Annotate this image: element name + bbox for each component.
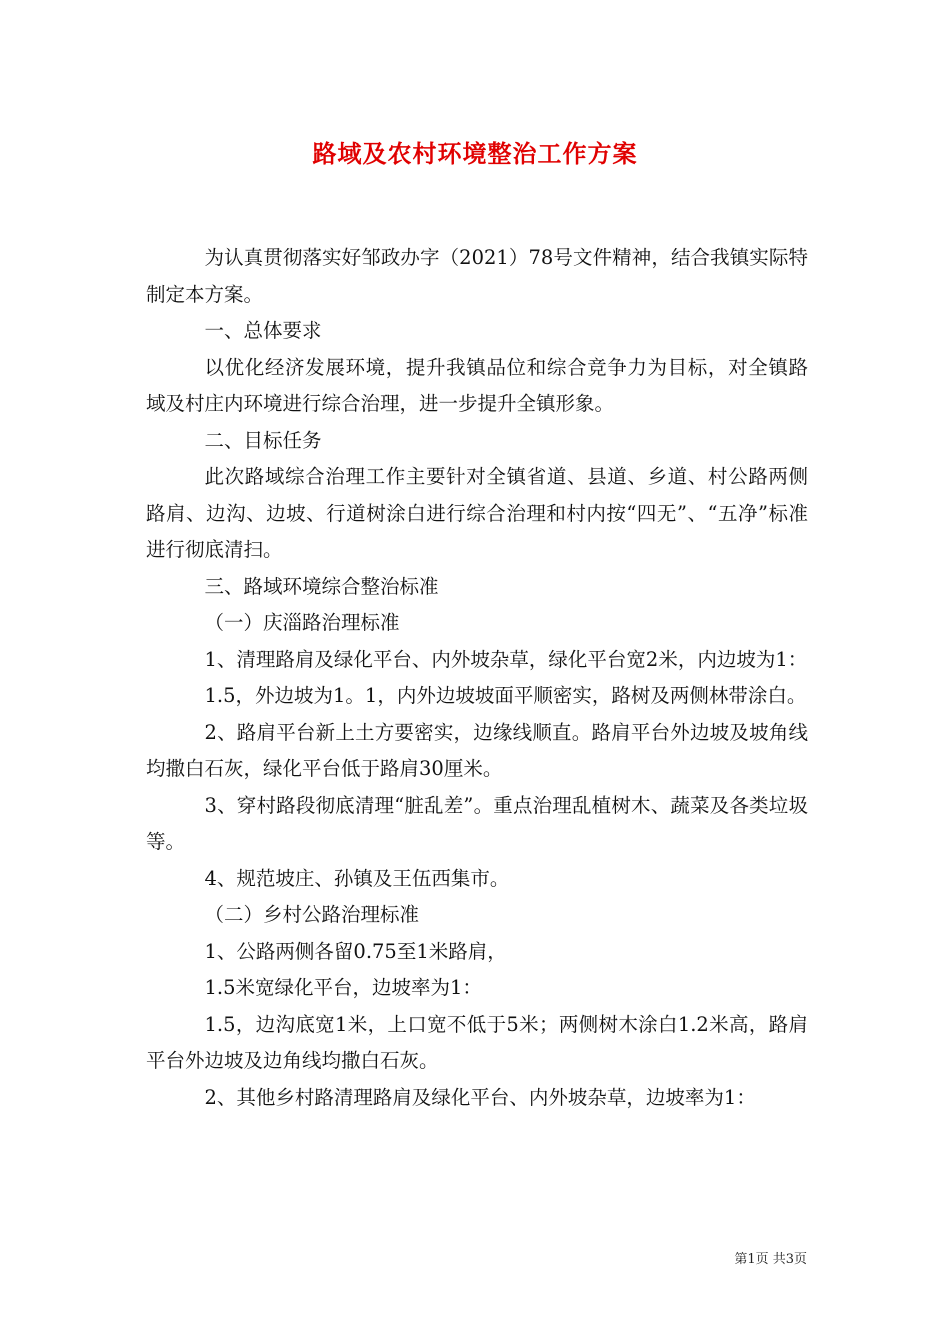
document-title: 路域及农村环境整治工作方案: [312, 139, 638, 168]
heading-standards: 三、路域环境综合整治标准: [204, 574, 439, 598]
list-item: 1.5，外边坡为1。1，内外边坡坡面平顺密实，路树及两侧林带涂白。: [204, 684, 807, 707]
list-item: 2、其他乡村路清理路肩及绿化平台、内外坡杂草，边坡率为1：: [204, 1085, 756, 1109]
paragraph-intro: 为认真贯彻落实好邹政办字（2021）78号文件精神，结合我镇实际特制定本方案。: [146, 246, 808, 306]
document-body: [146, 240, 808, 1116]
paragraph-general-requirements: 以优化经济发展环境，提升我镇品位和综合竞争力为目标，对全镇路域及村庄内环境进行综合治理，进一步提升全镇形象。: [146, 355, 808, 415]
list-item: 1、公路两侧各留0.75至1米路肩，: [204, 939, 507, 963]
list-item: 1.5米宽绿化平台，边坡率为1：: [204, 976, 482, 999]
subheading-qingzi-road: （一）庆淄路治理标准: [204, 611, 400, 634]
page-number: 第1页 共3页: [734, 1252, 807, 1267]
list-item: 3、穿村路段彻底清理“脏乱差”。重点治理乱植树木、蔬菜及各类垃圾等。: [146, 793, 808, 853]
list-item: 2、路肩平台新上土方要密实，边缘线顺直。路肩平台外边坡及坡角线均撒白石灰，绿化平台低于路肩30厘米。: [146, 720, 808, 780]
list-item: 1.5，边沟底宽1米，上口宽不低于5米；两侧树木涂白1.2米高，路肩平台外边坡及边角线均撒白石灰。: [146, 1012, 808, 1072]
list-item: 1、清理路肩及绿化平台、内外坡杂草，绿化平台宽2米，内边坡为1：: [204, 647, 808, 671]
heading-target-tasks: 二、目标任务: [204, 428, 322, 452]
subheading-rural-road: （二）乡村公路治理标准: [204, 903, 420, 926]
heading-general-requirements: 一、总体要求: [204, 319, 322, 342]
list-item: 4、规范坡庄、孙镇及王伍西集市。: [204, 866, 510, 890]
paragraph-target-tasks: 此次路域综合治理工作主要针对全镇省道、县道、乡道、村公路两侧路肩、边沟、边坡、行道树涂白进行综合治理和村内按“四无”、“五净”标准进行彻底清扫。: [146, 465, 808, 561]
